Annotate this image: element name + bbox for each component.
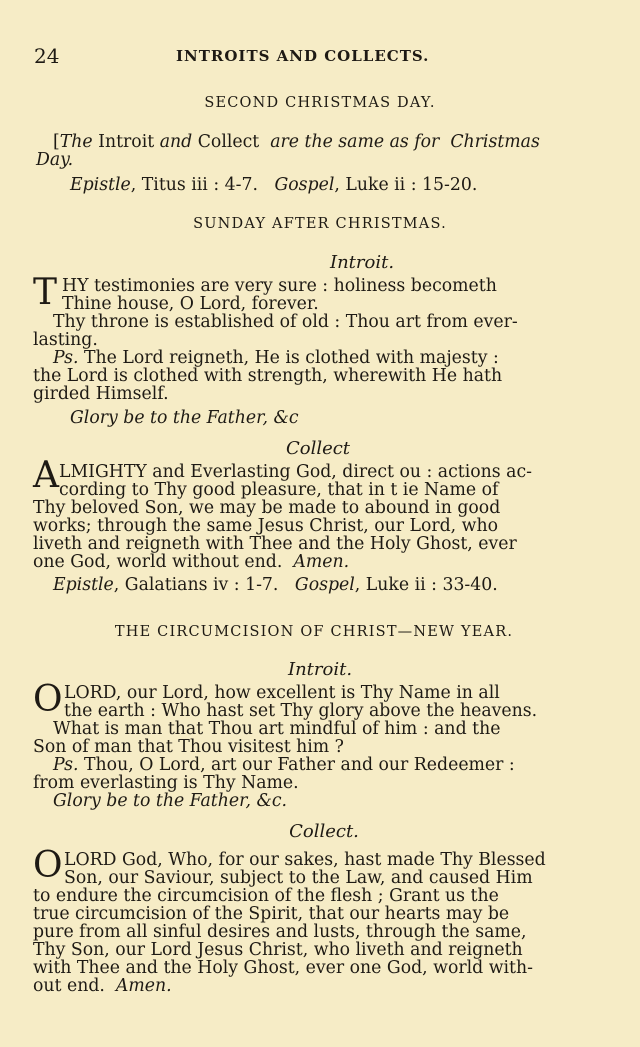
gloria: Glory be to the Father, &c [70,408,299,428]
text-line: Son, our Saviour, subject to the Law, and caused Him [64,868,533,888]
text-line: Thy Son, our Lord Jesus Christ, who liveth and reigneth [33,940,523,960]
rubric-note: [The Introit and Collect are the same as for Christmas [53,132,540,152]
collect-heading: Collect. [289,821,359,842]
text-line: Thy beloved Son, we may be made to abound in good [33,498,501,518]
page-number: 24 [34,44,60,68]
section-heading-sunday-after-christmas: SUNDAY AFTER CHRISTMAS. [193,216,447,232]
text-line: LORD God, Who, for our sakes, hast made Thy Blessed [64,850,546,870]
running-title: INTROITS AND COLLECTS. [176,47,430,65]
text-line: LORD, our Lord, how excellent is Thy Name in all [64,683,500,703]
text-line: Son of man that Thou visitest him ? [33,737,344,757]
collect-heading: Collect [285,438,351,459]
section-heading-second-christmas: SECOND CHRISTMAS DAY. [204,95,436,111]
text-line: the Lord is clothed with strength, wherewith He hath [33,366,503,386]
text-line: lasting. [33,330,98,350]
text-line: HY testimonies are very sure : holiness becometh [62,276,497,296]
text-line: from everlasting is Thy Name. [33,773,299,793]
text-line: Thine house, O Lord, forever. [62,294,319,314]
drop-cap: A [33,455,59,496]
text-line: LMIGHTY and Everlasting God, direct ou : actions ac- [59,462,532,482]
text-line: true circumcision of the Spirit, that our hearts may be [33,904,510,924]
text-line: pure from all sinful desires and lusts, through the same, [33,922,527,942]
rubric-note-cont: Day. [36,150,74,170]
text-line: cording to Thy good pleasure, that in t ie Name of [59,480,499,500]
text-line: the earth : Who hast set Thy glory above the heavens. [64,701,538,721]
text-line: girded Himself. [33,384,169,404]
text-line: to endure the circumcision of the flesh ; Grant us the [33,886,499,906]
gloria: Glory be to the Father, &c. [53,791,287,811]
text-line: out end. Amen. [33,976,172,996]
drop-cap: O [33,845,63,886]
readings: Epistle, Galatians iv : 1-7. Gospel, Luke ii : 33-40. [53,575,498,595]
text-line: What is man that Thou art mindful of him : and the [53,719,501,739]
introit-heading: Introit. [329,252,395,273]
text-line: works; through the same Jesus Christ, our Lord, who [33,516,498,536]
drop-cap: T [33,272,58,313]
readings: Epistle, Titus iii : 4-7. Gospel, Luke ii : 15-20. [70,175,478,195]
drop-cap: O [33,679,63,720]
section-heading-circumcision: THE CIRCUMCISION OF CHRIST—NEW YEAR. [114,624,514,640]
text-line: Ps. The Lord reigneth, He is clothed with majesty : [53,348,499,368]
text-line: with Thee and the Holy Ghost, ever one God, world with- [33,958,533,978]
text-line: Thy throne is established of old : Thou art from ever- [53,312,518,332]
text-line: liveth and reigneth with Thee and the Holy Ghost, ever [33,534,517,554]
text-line: one God, world without end. Amen. [33,552,350,572]
introit-heading: Introit. [287,659,353,680]
text-line: Ps. Thou, O Lord, art our Father and our Redeemer : [53,755,515,775]
